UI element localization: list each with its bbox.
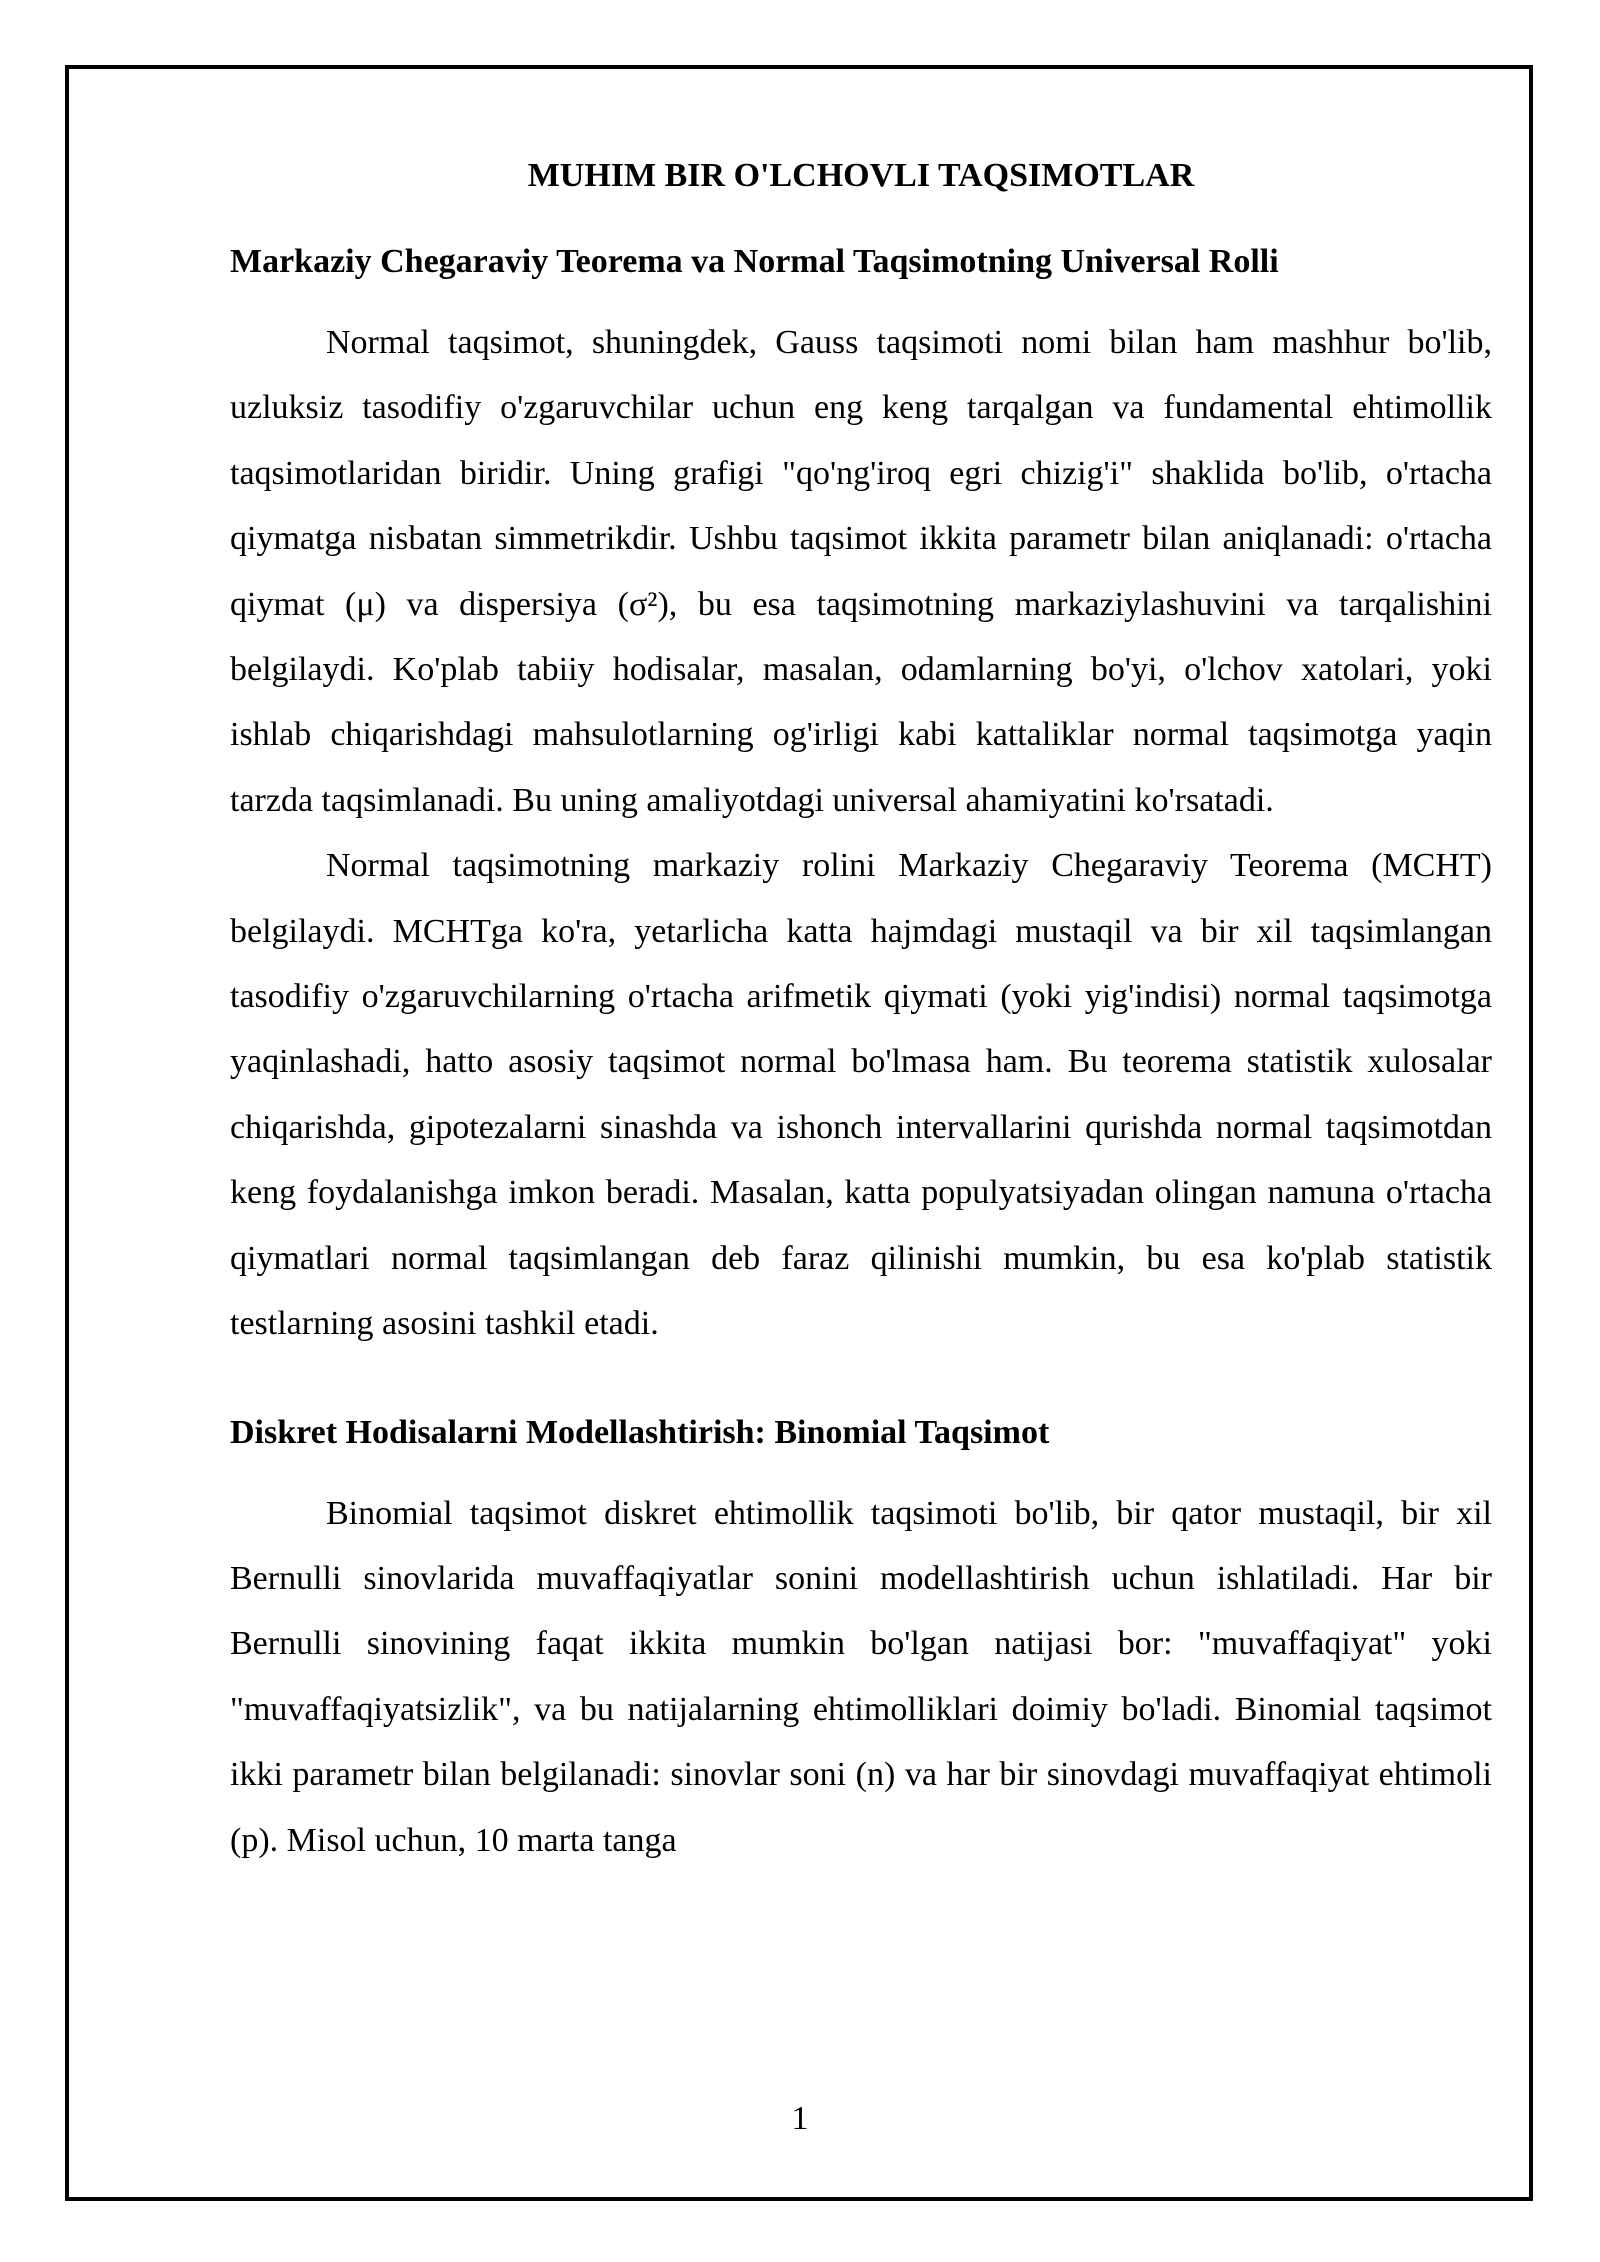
- paragraph-binomial-distribution: Binomial taqsimot diskret ehtimollik taqsimoti bo'lib, bir qator mustaqil, bir xil Bernulli sinovlarida muvaffaqiyatlar sonini modellashtirish uchun ishlatiladi. Har bir Bernulli sinovining faqat ikkita mumkin bo'lgan natijasi bor: "muvaffaqiyat" yoki "muvaffaqiyatsizlik", va bu natijalarning ehtimolliklari doimiy bo'ladi. Binomial taqsimot ikki parametr bilan belgilanadi: sinovlar soni (n) va har bir sinovdagi muvaffaqiyat ehtimoli (p). Misol uchun, 10 marta tanga: [230, 1494, 1492, 1859]
- paragraph-normal-distribution: Normal taqsimot, shuningdek, Gauss taqsimoti nomi bilan ham mashhur bo'lib, uzluksiz tasodifiy o'zgaruvchilar uchun eng keng tarqalgan va fundamental ehtimollik taqsimotlaridan biridir. Uning grafigi "qo'ng'iroq egri chizig'i" shaklida bo'lib, o'rtacha qiymatga nisbatan simmetrikdir. Ushbu taqsimot ikkita parametr bilan aniqlanadi: o'rtacha qiymat (μ) va dispersiya (σ²), bu esa taqsimotning markaziylashuvini va tarqalishini belgilaydi. Ko'plab tabiiy hodisalar, masalan, odamlarning bo'yi, o'lchov xatolari, yoki ishlab chiqarishdagi mahsulotlarning og'irligi kabi kattaliklar normal taqsimotga yaqin tarzda taqsimlanadi. Bu uning amaliyotdagi universal ahamiyatini ko'rsatadi.: [230, 324, 1492, 819]
- document-title: MUHIM BIR O'LCHOVLI TAQSIMOTLAR: [527, 157, 1195, 194]
- paragraph-central-limit-theorem: Normal taqsimotning markaziy rolini Markaziy Chegaraviy Teorema (MCHT) belgilaydi. MCHTga ko'ra, yetarlicha katta hajmdagi mustaqil va bir xil taqsimlangan tasodifiy o'zgaruvchilarning o'rtacha arifmetik qiymati (yoki yig'indisi) normal taqsimotga yaqinlashadi, hatto asosiy taqsimot normal bo'lmasa ham. Bu teorema statistik xulosalar chiqarishda, gipotezalarni sinashda va ishonch intervallarini qurishda normal taqsimotdan keng foydalanishga imkon beradi. Masalan, katta populyatsiyadan olingan namuna o'rtacha qiymatlari normal taqsimlangan deb faraz qilinishi mumkin, bu esa ko'plab statistik testlarning asosini tashkil etadi.: [230, 847, 1492, 1343]
- section-heading-central-limit: Markaziy Chegaraviy Teorema va Normal Taqsimotning Universal Rolli: [230, 243, 1279, 280]
- section-heading-binomial: Diskret Hodisalarni Modellashtirish: Binomial Taqsimot: [230, 1413, 1050, 1451]
- document-body: [230, 150, 1492, 1873]
- page-number: 1: [791, 2100, 809, 2137]
